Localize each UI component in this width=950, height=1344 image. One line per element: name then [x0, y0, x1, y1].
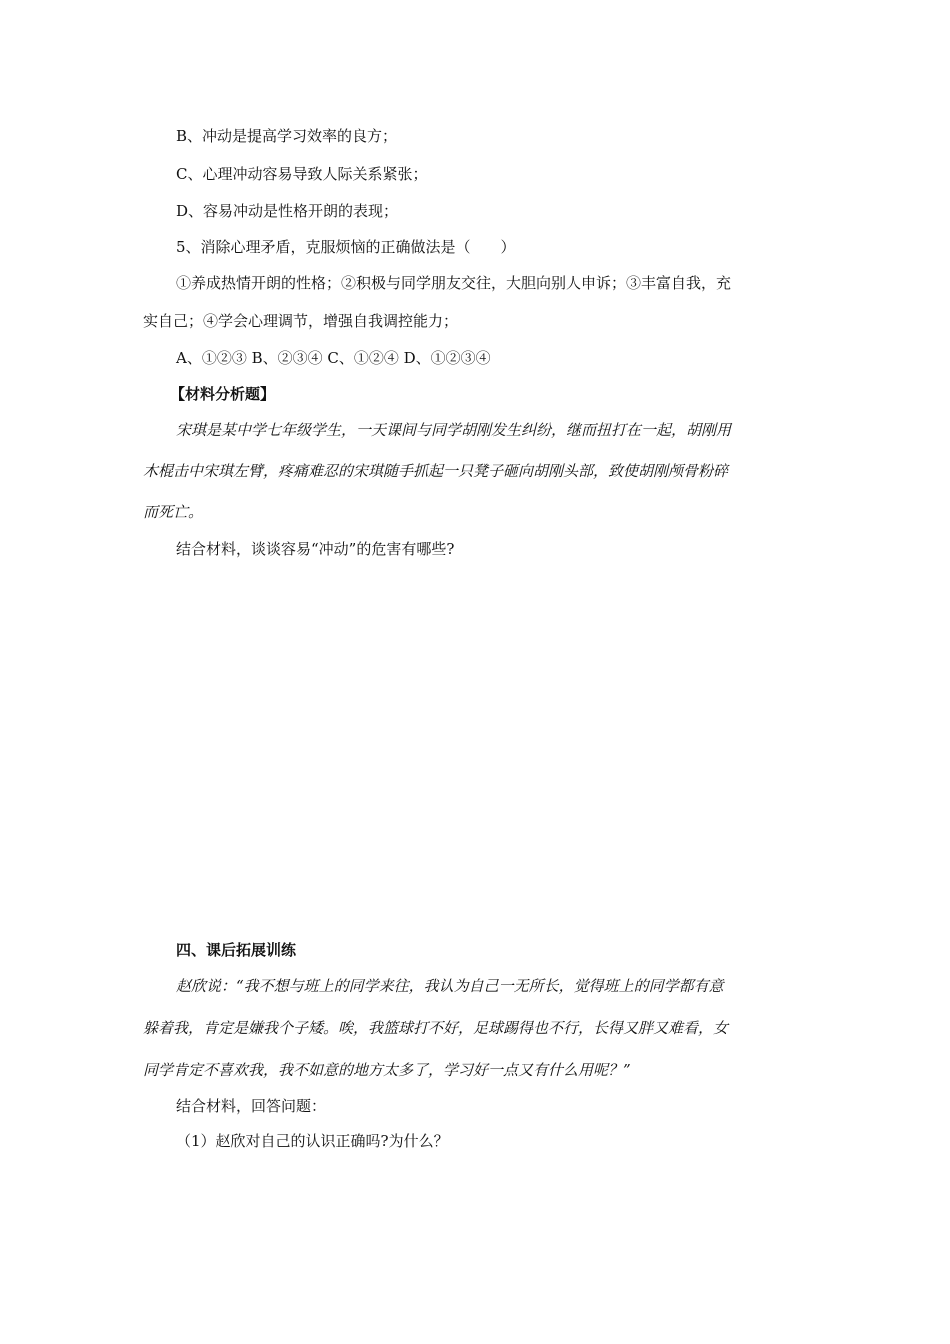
extension-instruction: 结合材料，回答问题： — [176, 1097, 327, 1115]
extension-passage-line-1: 赵欣说：“我不想与班上的同学来往，我认为自己一无所长，觉得班上的同学都有意 — [176, 977, 724, 995]
question-5-statements-line-1: ①养成热情开朗的性格；②积极与同学朋友交往，大胆向别人申诉；③丰富自我，充 — [176, 274, 732, 292]
option-c: C、心理冲动容易导致人际关系紧张； — [176, 165, 428, 183]
option-b: B、冲动是提高学习效率的良方； — [176, 127, 398, 145]
question-5-choices: A、①②③ B、②③④ C、①②④ D、①②③④ — [176, 349, 491, 367]
extension-question-1: （1）赵欣对自己的认识正确吗?为什么？ — [176, 1132, 449, 1150]
extension-passage-line-2: 躲着我，肯定是嫌我个子矮。唉，我篮球打不好，足球踢得也不行，长得又胖又难看，女 — [143, 1019, 729, 1037]
question-5-statements-line-2: 实自己；④学会心理调节，增强自我调控能力； — [143, 312, 459, 330]
material-question: 结合材料，谈谈容易“冲动”的危害有哪些? — [176, 540, 455, 558]
option-d: D、容易冲动是性格开朗的表现； — [176, 202, 399, 220]
material-passage-line-1: 宋琪是某中学七年级学生，一天课间与同学胡刚发生纠纷，继而扭打在一起，胡刚用 — [176, 421, 732, 439]
material-passage-line-2: 木棍击中宋琪左臂，疼痛难忍的宋琪随手抓起一只凳子砸向胡刚头部，致使胡刚颅骨粉碎 — [143, 462, 729, 480]
extension-heading: 四、课后拓展训练 — [176, 941, 297, 959]
material-analysis-heading: 【材料分析题】 — [170, 385, 276, 403]
question-5-stem: 5、消除心理矛盾，克服烦恼的正确做法是（ ） — [176, 238, 516, 256]
material-passage-line-3: 而死亡。 — [143, 503, 204, 521]
extension-passage-line-3: 同学肯定不喜欢我，我不如意的地方太多了，学习好一点又有什么用呢？” — [143, 1061, 631, 1079]
